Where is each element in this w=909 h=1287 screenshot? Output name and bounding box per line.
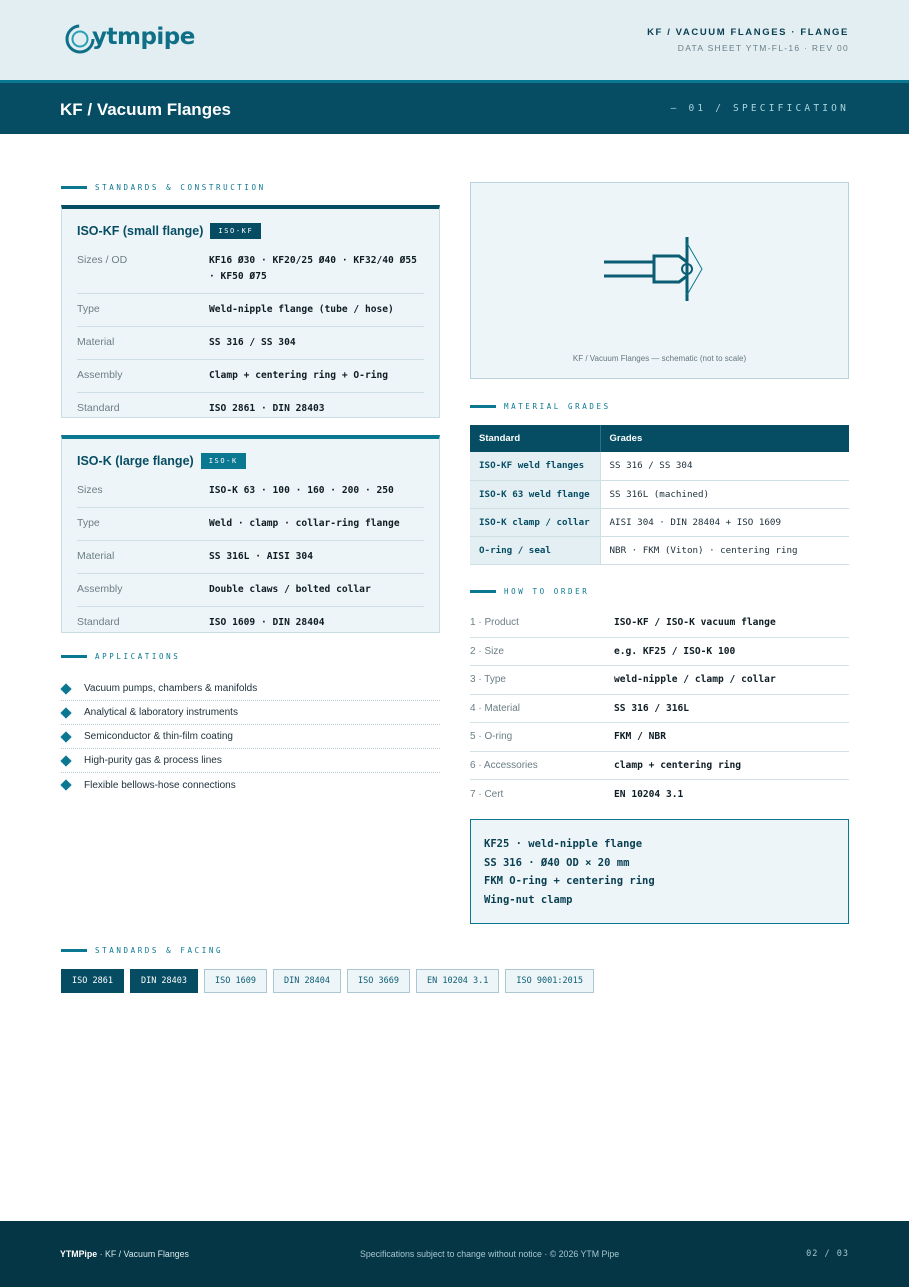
bullet-diamond-icon — [60, 755, 71, 766]
spec-key: Standard — [77, 402, 120, 414]
list-item — [61, 701, 440, 725]
flange-schematic-icon — [471, 183, 850, 343]
card-title: ISO-KF (small flange) — [77, 224, 204, 238]
table-cell: ISO-K clamp / collar — [470, 508, 600, 536]
spec-key: Assembly — [77, 369, 123, 381]
title-band — [0, 80, 909, 134]
iso-kf-card — [61, 205, 440, 418]
heading-bar — [61, 186, 87, 189]
heading-bar — [470, 405, 496, 408]
list-item — [61, 677, 440, 701]
list-item — [61, 773, 440, 797]
order-row — [470, 638, 849, 667]
order-key: 2 · Size — [470, 645, 504, 657]
order-value: EN 10204 3.1 — [614, 788, 684, 800]
spec-value: Weld-nipple flange (tube / hose) — [209, 304, 394, 315]
table-cell: AISI 304 · DIN 28404 + ISO 1609 — [600, 508, 849, 536]
spec-value: ISO 1609 · DIN 28404 — [209, 617, 325, 628]
standards-chip-list — [61, 969, 594, 993]
footer-product: · KF / Vacuum Flanges — [97, 1249, 189, 1259]
page-footer — [0, 1221, 909, 1287]
list-item-text: Analytical & laboratory instruments — [84, 707, 238, 718]
order-value: e.g. KF25 / ISO-K 100 — [614, 645, 736, 657]
spec-row — [77, 607, 424, 639]
list-item — [61, 725, 440, 749]
column-header: Standard — [470, 425, 600, 452]
heading-label: STANDARDS & CONSTRUCTION — [95, 183, 266, 192]
standard-chip: DIN 28404 — [273, 969, 341, 993]
material-grades-table — [470, 425, 849, 565]
order-row — [470, 695, 849, 724]
example-line: Wing-nut clamp — [484, 893, 573, 906]
doc-meta — [647, 27, 849, 53]
iso-k-card — [61, 435, 440, 633]
order-row — [470, 780, 849, 809]
spec-value: ISO 2861 · DIN 28403 — [209, 403, 325, 414]
heading-label: APPLICATIONS — [95, 652, 181, 661]
order-row — [470, 666, 849, 695]
order-value: ISO-KF / ISO-K vacuum flange — [614, 617, 776, 629]
page-header — [0, 0, 909, 80]
list-item-text: Semiconductor & thin-film coating — [84, 731, 233, 742]
spec-value: SS 316 / SS 304 — [209, 337, 296, 348]
doc-title: KF / VACUUM FLANGES · FLANGE — [647, 27, 849, 38]
order-example-box — [470, 819, 849, 924]
footer-notice: Specifications subject to change without notice · © 2026 YTM Pipe — [360, 1249, 620, 1259]
spec-row — [77, 245, 424, 294]
spec-value: KF16 Ø30 · KF20/25 Ø40 · KF32/40 Ø55 · KF50 Ø75 — [209, 255, 417, 282]
card-title: ISO-K (large flange) — [77, 454, 194, 468]
column-header: Grades — [600, 425, 849, 452]
standards-construction-heading — [61, 183, 266, 192]
order-key: 6 · Accessories — [470, 759, 538, 771]
order-key: 7 · Cert — [470, 788, 504, 800]
spec-value: Double claws / bolted collar — [209, 584, 371, 595]
standard-chip: ISO 3669 — [347, 969, 410, 993]
spec-value: Clamp + centering ring + O-ring — [209, 370, 389, 381]
footer-brand — [60, 1249, 189, 1259]
spec-row — [77, 327, 424, 360]
table-header-row — [470, 425, 849, 452]
section-number: — 01 / SPECIFICATION — [670, 103, 849, 114]
logo — [62, 20, 195, 60]
bullet-diamond-icon — [60, 731, 71, 742]
example-line: FKM O-ring + centering ring — [484, 875, 655, 887]
table-row — [470, 536, 849, 564]
table-row — [470, 480, 849, 508]
list-item — [61, 749, 440, 773]
applications-heading — [61, 652, 180, 661]
bullet-diamond-icon — [60, 683, 71, 694]
bullet-diamond-icon — [60, 707, 71, 718]
order-key: 5 · O-ring — [470, 731, 513, 743]
standard-chip: ISO 2861 — [61, 969, 124, 993]
heading-label: STANDARDS & FACING — [95, 946, 224, 955]
table-cell: O-ring / seal — [470, 536, 600, 564]
order-key: 4 · Material — [470, 702, 521, 714]
spec-value: ISO-K 63 · 100 · 160 · 200 · 250 — [209, 485, 394, 496]
card-header — [62, 439, 439, 475]
order-row — [470, 752, 849, 781]
spec-key: Sizes — [77, 484, 103, 496]
order-value: clamp + centering ring — [614, 759, 742, 771]
spec-value: Weld · clamp · collar-ring flange — [209, 518, 400, 529]
table-row — [470, 452, 849, 480]
applications-list — [61, 677, 440, 797]
table-cell: ISO-K 63 weld flange — [470, 480, 600, 508]
how-to-order-heading — [470, 587, 589, 596]
heading-bar — [470, 590, 496, 593]
spec-row — [77, 574, 424, 607]
standards-facing-heading — [61, 946, 223, 955]
spec-value: SS 316L · AISI 304 — [209, 551, 313, 562]
table-cell: NBR · FKM (Viton) · centering ring — [600, 536, 849, 564]
logo-text: ytmpipe — [92, 24, 195, 50]
standard-chip: ISO 9001:2015 — [505, 969, 594, 993]
standard-chip: DIN 28403 — [130, 969, 198, 993]
doc-subtitle: DATA SHEET YTM-FL-16 · REV 00 — [677, 43, 849, 53]
heading-bar — [61, 655, 87, 658]
order-key: 3 · Type — [470, 674, 506, 686]
example-line: KF25 · weld-nipple flange — [484, 838, 643, 850]
spec-key: Material — [77, 336, 115, 348]
list-item-text: High-purity gas & process lines — [84, 755, 222, 766]
bullet-diamond-icon — [60, 779, 71, 790]
table-cell: ISO-KF weld flanges — [470, 452, 600, 480]
heading-label: HOW TO ORDER — [504, 587, 590, 596]
order-value: SS 316 / 316L — [614, 702, 690, 714]
spec-key: Type — [77, 517, 100, 529]
page-title: KF / Vacuum Flanges — [60, 100, 231, 119]
spec-key: Standard — [77, 616, 120, 628]
list-item-text: Vacuum pumps, chambers & manifolds — [84, 683, 258, 694]
order-key: 1 · Product — [470, 617, 519, 629]
order-row — [470, 609, 849, 638]
heading-label: MATERIAL GRADES — [504, 402, 611, 411]
heading-bar — [61, 949, 87, 952]
spec-key: Material — [77, 550, 115, 562]
spec-key: Assembly — [77, 583, 123, 595]
spec-row — [77, 508, 424, 541]
spec-row — [77, 475, 424, 508]
page-number: 02 / 03 — [806, 1249, 849, 1259]
table-row — [470, 508, 849, 536]
table-cell: SS 316L (machined) — [600, 480, 849, 508]
order-value: weld-nipple / clamp / collar — [614, 674, 776, 686]
example-line: SS 316 · Ø40 OD × 20 mm — [484, 856, 630, 869]
card-header — [62, 209, 439, 245]
spec-key: Sizes / OD — [77, 254, 128, 266]
spec-row — [77, 393, 424, 425]
standard-chip: EN 10204 3.1 — [416, 969, 499, 993]
list-item-text: Flexible bellows-hose connections — [84, 779, 236, 791]
order-code-list — [470, 609, 849, 809]
order-row — [470, 723, 849, 752]
order-value: FKM / NBR — [614, 731, 666, 743]
standard-chip: ISO 1609 — [204, 969, 267, 993]
spec-row — [77, 294, 424, 327]
card-tag: ISO-K — [201, 453, 246, 469]
schematic-caption: KF / Vacuum Flanges — schematic (not to scale) — [572, 354, 747, 363]
card-tag: ISO-KF — [210, 223, 261, 239]
table-cell: SS 316 / SS 304 — [600, 452, 849, 480]
schematic-panel — [470, 182, 849, 379]
footer-brand-name: YTMPipe — [60, 1249, 98, 1259]
spec-row — [77, 360, 424, 393]
spec-row — [77, 541, 424, 574]
spec-key: Type — [77, 303, 100, 315]
material-grades-heading — [470, 402, 611, 411]
